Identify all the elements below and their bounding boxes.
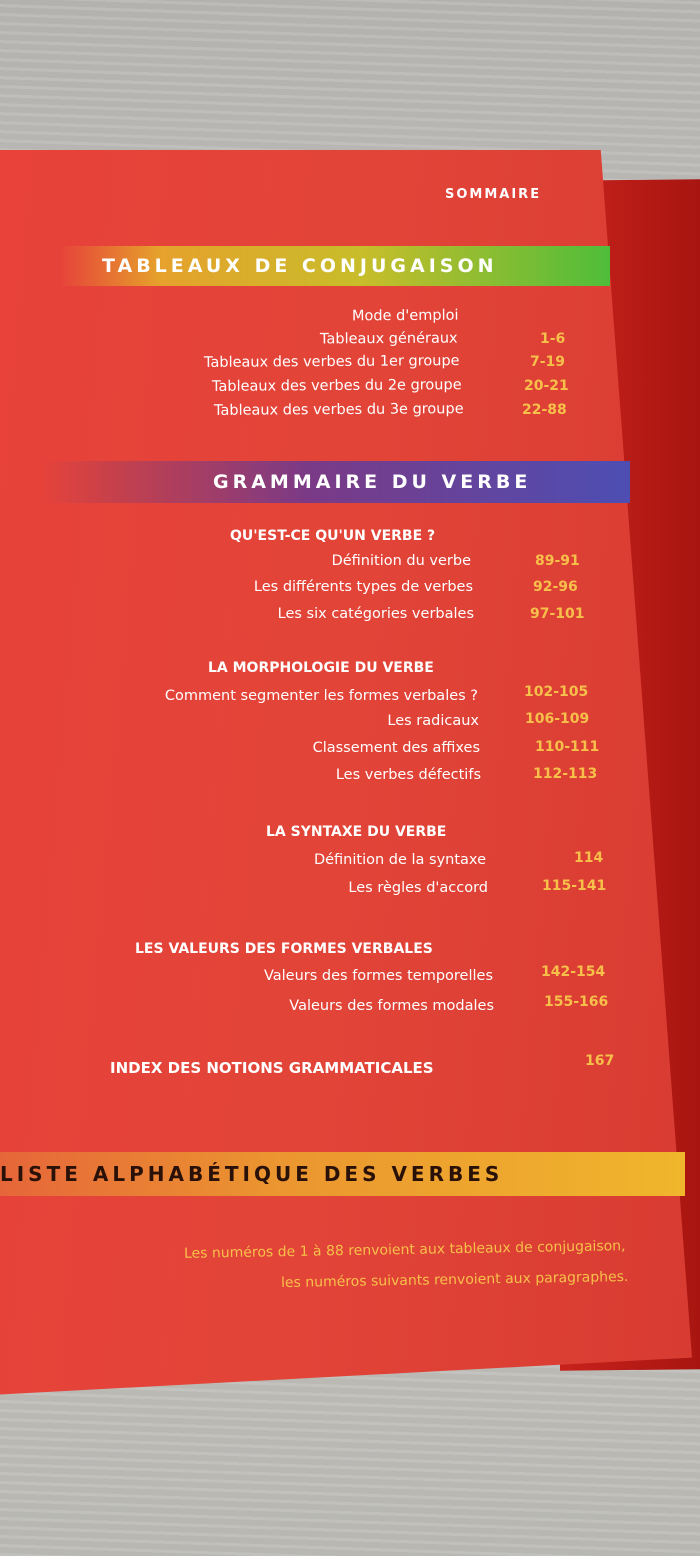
toc-entry-label: Tableaux des verbes du 1er groupe: [204, 353, 461, 371]
toc-entry-label: Tableaux généraux: [320, 330, 459, 348]
toc-entry-label: Les règles d'accord: [348, 880, 488, 896]
toc-entry-pages: 22-88: [522, 402, 567, 418]
toc-entry-pages: 20-21: [524, 378, 569, 394]
liste-note-line-1: Les numéros de 1 à 88 renvoient aux tableaux de conjugaison,: [184, 1238, 627, 1262]
section-band-tableaux: [60, 246, 610, 286]
toc-entry-label: Définition de la syntaxe: [313, 852, 486, 868]
toc-entry-pages: 114: [574, 850, 604, 866]
toc-entry-pages: 110-111: [535, 739, 600, 755]
toc-entry-pages: 142-154: [541, 964, 606, 980]
subsection-heading: LA MORPHOLOGIE DU VERBE: [208, 660, 434, 676]
section-band-liste: [0, 1152, 685, 1196]
section-band-grammaire: [40, 461, 630, 503]
toc-entry-pages: 7-19: [530, 354, 566, 370]
toc-entry-pages: 155-166: [544, 994, 609, 1010]
toc-entry-pages: 89-91: [535, 553, 580, 569]
toc-entry-label: Comment segmenter les formes verbales ?: [164, 688, 478, 704]
section-title-grammaire: GRAMMAIRE DU VERBE: [213, 471, 532, 493]
index-pages: 167: [585, 1053, 615, 1069]
index-heading: INDEX DES NOTIONS GRAMMATICALES: [110, 1059, 434, 1077]
subsection-heading: QU'EST-CE QU'UN VERBE ?: [230, 528, 436, 544]
liste-note-line-2: les numéros suivants renvoient aux paragraphes.: [280, 1268, 629, 1292]
toc-entry-label: Les différents types de verbes: [253, 579, 473, 595]
toc-entry-label: Les six catégories verbales: [277, 606, 474, 622]
toc-entry-label: Les radicaux: [387, 713, 479, 729]
subsection-heading: LES VALEURS DES FORMES VERBALES: [135, 941, 433, 957]
toc-entry-pages: 92-96: [533, 579, 578, 595]
toc-entry-pages: 112-113: [533, 766, 598, 782]
subsection-heading: LA SYNTAXE DU VERBE: [266, 824, 447, 840]
toc-entry-label: Les verbes défectifs: [335, 767, 481, 783]
page-title: SOMMAIRE: [445, 187, 542, 202]
toc-entry-pages: 106-109: [525, 711, 590, 727]
toc-entry-label: Tableaux des verbes du 2e groupe: [212, 377, 463, 395]
toc-entry-label: Définition du verbe: [331, 553, 471, 569]
toc-entry-pages: 115-141: [542, 878, 607, 894]
toc-entry-label: Mode d'emploi: [351, 307, 459, 325]
toc-entry-label: Classement des affixes: [312, 740, 480, 756]
toc-entry-pages: 97-101: [530, 606, 585, 622]
toc-entry-pages: 1-6: [540, 331, 566, 347]
section-title-tableaux: TABLEAUX DE CONJUGAISON: [102, 255, 498, 277]
toc-entry-label: Valeurs des formes modales: [289, 998, 494, 1014]
toc-entry-label: Valeurs des formes temporelles: [263, 968, 493, 984]
toc-entry-pages: 102-105: [524, 684, 589, 700]
toc-entry-label: Tableaux des verbes du 3e groupe: [214, 401, 465, 419]
section-title-liste: LISTE ALPHABÉTIQUE DES VERBES: [0, 1162, 504, 1186]
